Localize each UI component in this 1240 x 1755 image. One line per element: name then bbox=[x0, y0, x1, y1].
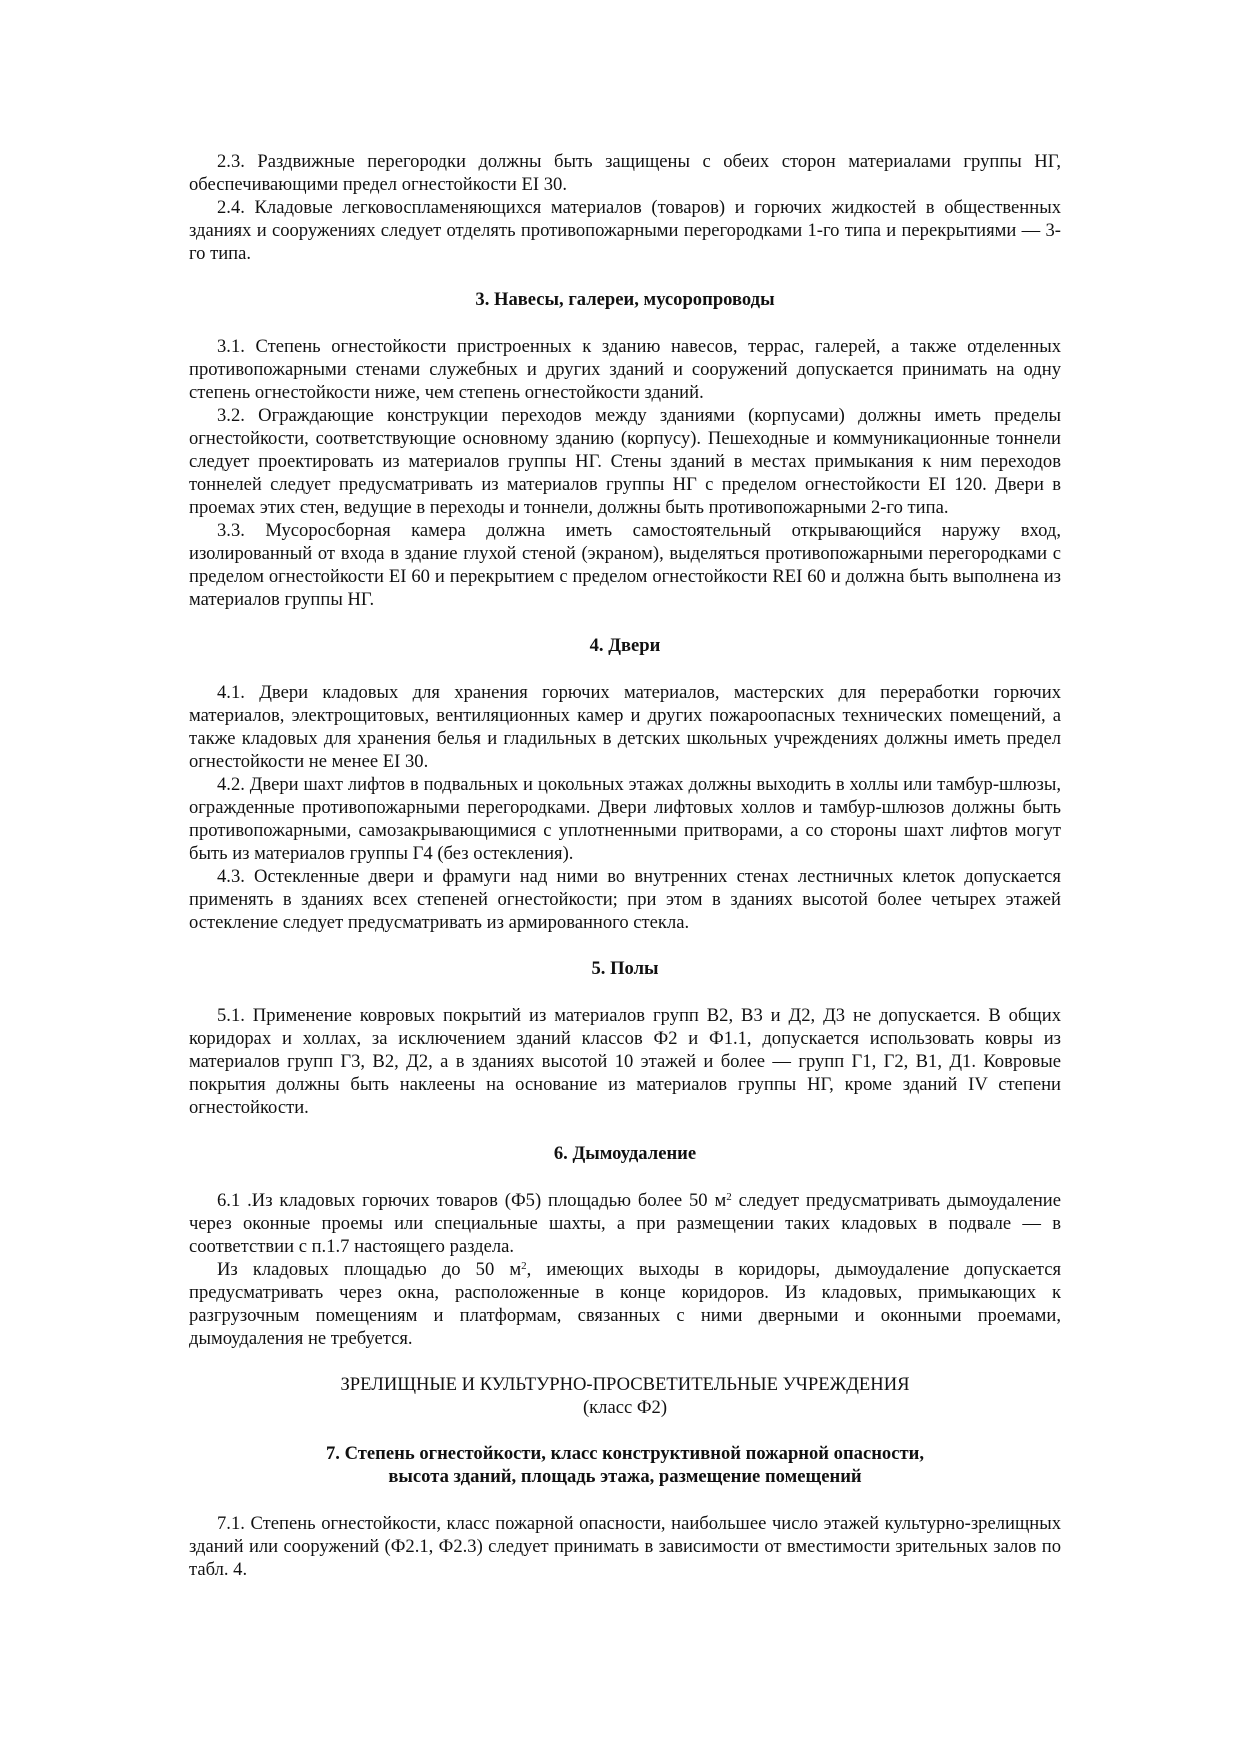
superscript-2: 2 bbox=[726, 1190, 732, 1203]
document-page bbox=[189, 150, 1061, 1581]
heading-section-6: 6. Дымоудаление bbox=[553, 1143, 697, 1164]
paragraph-4-1: 4.1. Двери кладовых для хранения горючих материалов, мастерских для переработки горючих материалов, электрощитовых, вентиляционных камер и других пожароопасных технических помещений, а также кладовых для хранения белья и гладильных в детских школьных учреждениях должны иметь предел огнестойкости не менее EI 30. bbox=[189, 682, 1061, 772]
heading-section-7-line-2: высота зданий, площадь этажа, размещение помещений bbox=[388, 1466, 862, 1487]
paragraph-3-2: 3.2. Ограждающие конструкции переходов между зданиями (корпусами) должны иметь пределы огнестойкости, соответствующие основному зданию (корпусу). Пешеходные и коммуникационные тоннели следует проектировать из материалов группы НГ. Стены зданий в местах примыкания к ним переходов тоннелей следует предусматривать из материалов группы НГ с пределом огнестойкости EI 120. Двери в проемах этих стен, ведущие в переходы и тоннели, должны быть противопожарными 2-го типа. bbox=[189, 405, 1061, 518]
paragraph-3-1: 3.1. Степень огнестойкости пристроенных к зданию навесов, террас, галерей, а также отделенных противопожарными стенами служебных и других зданий и сооружений допускается принимать на одну степень огнестойкости ниже, чем степень огнестойкости зданий. bbox=[189, 336, 1061, 403]
superscript-2: 2 bbox=[521, 1259, 527, 1272]
paragraph-6-1-text-a: 6.1 .Из кладовых горючих товаров (Ф5) площадью более 50 м bbox=[217, 1190, 727, 1211]
paragraph-2-3: 2.3. Раздвижные перегородки должны быть защищены с обеих сторон материалами группы НГ, обеспечивающими предел огнестойкости ЕI 30. bbox=[189, 151, 1061, 195]
heading-section-7-line-1: 7. Степень огнестойкости, класс конструктивной пожарной опасности, bbox=[326, 1443, 924, 1464]
heading-section-4: 4. Двери bbox=[589, 635, 661, 656]
paragraph-4-2: 4.2. Двери шахт лифтов в подвальных и цокольных этажах должны выходить в холлы или тамбур-шлюзы, огражденные противопожарными перегородками. Двери лифтовых холлов и тамбур-шлюзов должны быть противопожарными, самозакрывающимися с уплотненными притворами, а со стороны шахт лифтов могут быть из материалов группы Г4 (без остекления). bbox=[189, 774, 1061, 864]
paragraph-6-2-text-b: , имеющих выходы в коридоры, дымоудаление допускается предусматривать через окна, расположенные в конце коридоров. Из кладовых, примыкающих к разгрузочным помещениям и платформам, связанных с ними дверными и оконными проемами, дымоудаления не требуется. bbox=[189, 1259, 1061, 1349]
paragraph-6-1 bbox=[189, 1189, 1061, 1258]
paragraph-3-3: 3.3. Мусоросборная камера должна иметь самостоятельный открывающийся наружу вход, изолированный от входа в здание глухой стеной (экраном), выделяться противопожарными перегородками с пределом огнестойкости EI 60 и перекрытием с пределом огнестойкости REI 60 и должна быть выполнена из материалов группы НГ. bbox=[189, 520, 1061, 610]
section-title: ЗРЕЛИЩНЫЕ И КУЛЬТУРНО-ПРОСВЕТИТЕЛЬНЫЕ УЧРЕЖДЕНИЯ bbox=[340, 1374, 910, 1395]
heading-section-3: 3. Навесы, галереи, мусоропроводы bbox=[475, 289, 775, 310]
paragraph-6-2-text-a: Из кладовых площадью до 50 м bbox=[217, 1259, 522, 1280]
paragraph-7-1: 7.1. Степень огнестойкости, класс пожарной опасности, наибольшее число этажей культурно-зрелищных зданий или сооружений (Ф2.1, Ф2.3) следует принимать в зависимости от вместимости зрительных залов по табл. 4. bbox=[189, 1513, 1061, 1580]
section-class: (класс Ф2) bbox=[582, 1397, 668, 1418]
paragraph-2-4: 2.4. Кладовые легковоспламеняющихся материалов (товаров) и горючих жидкостей в общественных зданиях и сооружениях следует отделять противопожарными перегородками 1-го типа и перекрытиями — 3-го типа. bbox=[189, 197, 1061, 264]
paragraph-4-3: 4.3. Остекленные двери и фрамуги над ними во внутренних стенах лестничных клеток допускается применять в зданиях всех степеней огнестойкости; при этом в зданиях высотой более четырех этажей остекление следует предусматривать из армированного стекла. bbox=[189, 866, 1061, 933]
paragraph-5-1: 5.1. Применение ковровых покрытий из материалов групп В2, В3 и Д2, Д3 не допускается. В общих коридорах и холлах, за исключением зданий классов Ф2 и Ф1.1, допускается использовать ковры из материалов групп Г3, В2, Д2, а в зданиях высотой 10 этажей и более — групп Г1, Г2, В1, Д1. Ковровые покрытия должны быть наклеены на основание из материалов группы НГ, кроме зданий IV степени огнестойкости. bbox=[189, 1005, 1061, 1118]
heading-section-5: 5. Полы bbox=[591, 958, 659, 979]
paragraph-6-1-text-b: следует предусматривать дымоудаление через оконные проемы или специальные шахты, а при размещении таких кладовых в подвале — в соответствии с п.1.7 настоящего раздела. bbox=[189, 1190, 1061, 1257]
paragraph-6-2 bbox=[189, 1258, 1061, 1350]
